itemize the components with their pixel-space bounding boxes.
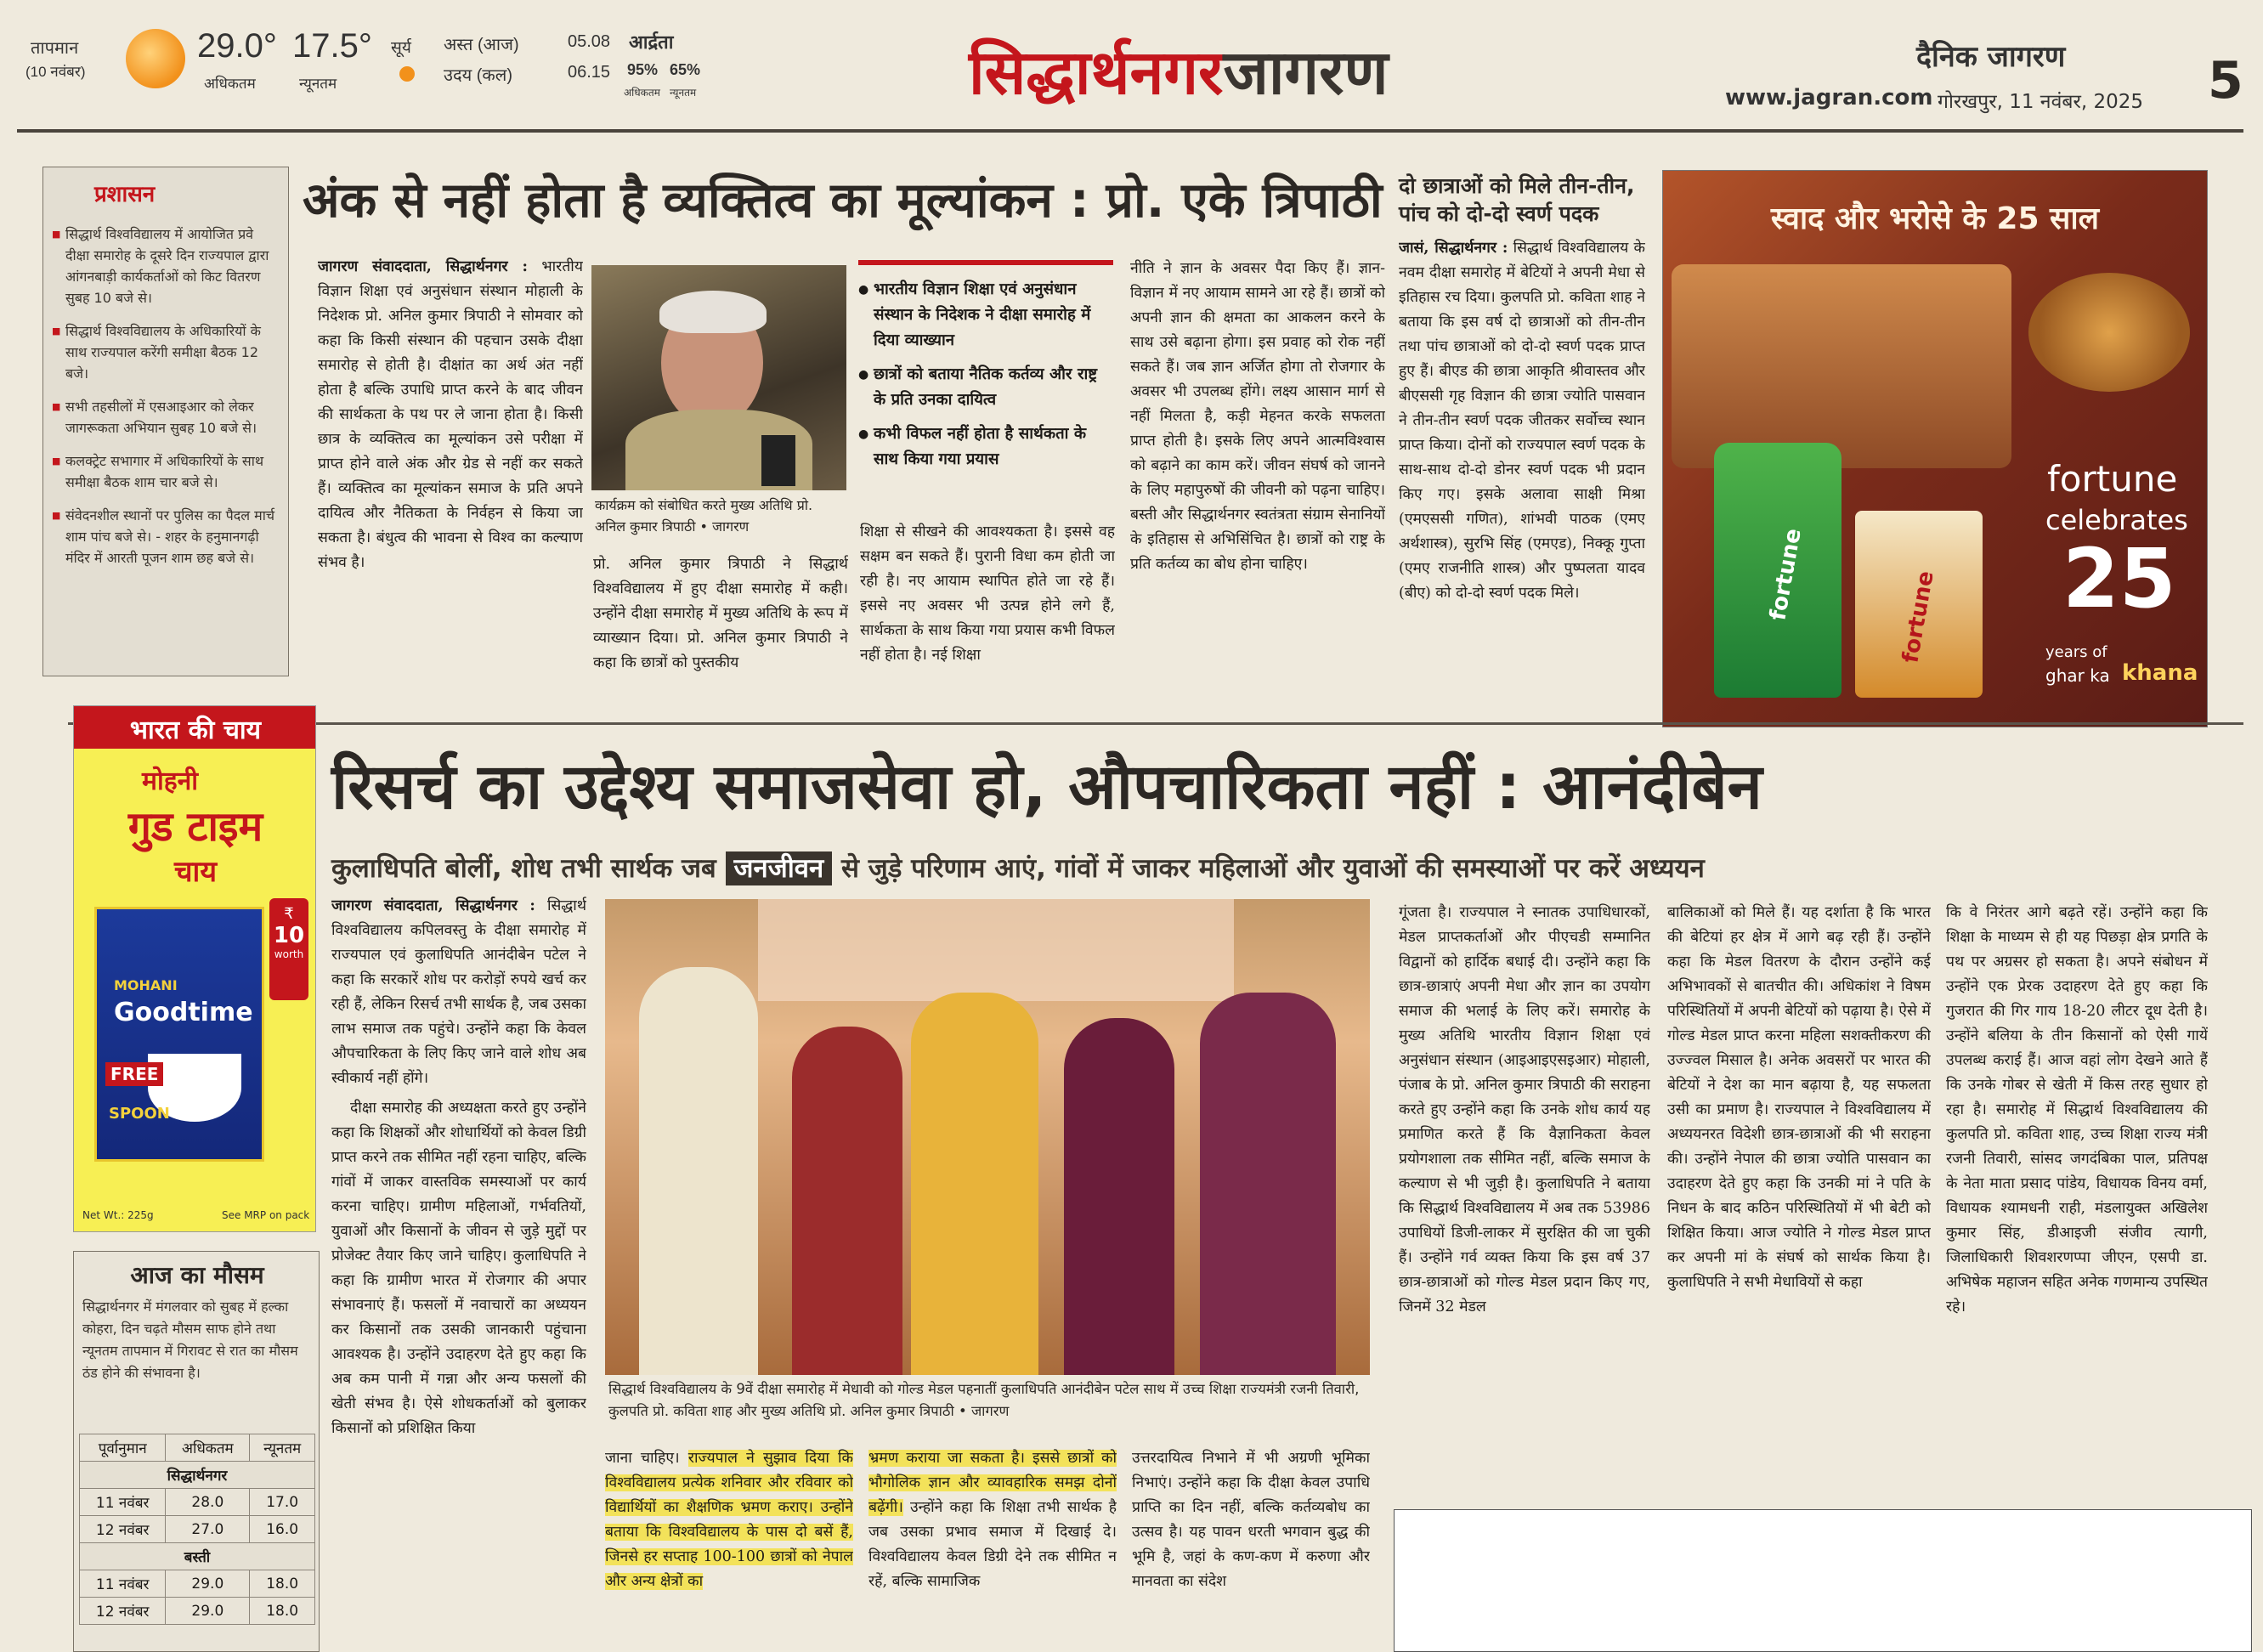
fortune-ad[interactable] <box>1662 170 2208 727</box>
tea-pack-icon <box>94 907 264 1162</box>
table-cell: 16.0 <box>250 1516 315 1543</box>
bullet-item: ● भारतीय विज्ञान शिक्षा एवं अनुसंधान संस्थान के निदेशक ने दीक्षा समारोह में दिया व्याख्यान <box>858 277 1113 354</box>
pack-brand: MOHANI <box>114 977 178 993</box>
table-cell: 17.0 <box>250 1489 315 1516</box>
price-value: 10 <box>273 923 305 948</box>
story3-col7 <box>1946 901 2208 1497</box>
max-temp: 29.0° <box>197 27 277 65</box>
story1-photo-caption: कार्यक्रम को संबोधित करते मुख्य अतिथि प्रो. अनिल कुमार त्रिपाठी • जागरण <box>595 497 813 535</box>
table-cell: 27.0 <box>166 1516 250 1543</box>
person-right <box>1200 993 1336 1375</box>
sunrise-dot-icon <box>399 66 415 82</box>
can-label: fortune <box>1765 526 1807 623</box>
masthead-rule <box>17 129 2243 133</box>
spoon-label: SPOON <box>109 1105 170 1123</box>
food-plate <box>2028 273 2190 392</box>
page-number: 5 <box>2208 51 2243 110</box>
dateline: गोरखपुर, 11 नवंबर, 2025 <box>1938 91 2144 113</box>
table-cell: 29.0 <box>166 1570 250 1598</box>
prashasan-box <box>42 167 289 676</box>
section-rule <box>68 722 2243 725</box>
list-item: ■ सभी तहसीलों में एसआइआर को लेकर जागरूकता अभियान सुबह 10 बजे से। <box>52 396 280 438</box>
temp-label: तापमान <box>31 39 79 58</box>
oil-can-icon <box>1714 443 1842 698</box>
weather-title: आज का मौसम <box>130 1261 264 1289</box>
table-row <box>80 1570 315 1598</box>
fortune-brand: fortune <box>2047 458 2178 500</box>
sunset-label: अस्त (आज) <box>444 36 519 54</box>
tea-name: गुड टाइम <box>127 803 263 851</box>
fortune-celebrates: celebrates <box>2045 504 2188 536</box>
weather-text: सिद्धार्थनगर में मंगलवार को सुबह में हल्का कोहरा, दिन चढ़ते मौसम साफ होने तथा न्यूनतम तापमान में गिरावट से रात का मौसम ठंड होने की संभावना है। <box>82 1298 298 1381</box>
dining-scene <box>1672 264 2011 468</box>
story1-col1 <box>318 255 583 714</box>
story2-headline: दो छात्राओं को मिले तीन-तीन, पांच को दो-दो स्वर्ण पदक <box>1399 173 1635 226</box>
story1-highlights <box>858 260 1113 506</box>
sunrise-time: 06.15 <box>568 63 611 82</box>
story3-col1-p2: दीक्षा समारोह की अध्यक्षता करते हुए उन्होंने कहा कि शिक्षकों और शोधार्थियों को केवल डिग्री प्राप्त करने तक सीमित नहीं रहना चाहिए, बल्कि गांवों में जाकर वास्तविक समस्याओं पर कार्य करना चाहिए। ग्रामीण महिलाओं, गर्भवतियों, युवाओं और किसानों के जीवन से जुड़े मुद्दों पर प्रोजेक्ट तैयार किए जाने चाहिए। कुलाधिपति ने कहा कि ग्रामीण भारत में रोजगार की अपार संभावनाएं हैं। फसलों में नवाचारों का अध्ययन कर किसानों तक उसकी जानकारी पहुंचाना आवश्यक है। उन्होंने उदाहरण देते हुए कहा कि अब कम पानी में गन्ना और अन्य फसलों की खेती संभव है। ऐसे शोधकर्ताओं को बुलाकर किसानों को प्रशिक्षित किया <box>331 1100 586 1437</box>
masthead <box>0 0 2263 136</box>
tea-ad[interactable] <box>73 705 316 1232</box>
story3-col6 <box>1667 901 1931 1497</box>
bullet-item: ● छात्रों को बताया नैतिक कर्तव्य और राष्ट्र के प्रति उनका दायित्व <box>858 362 1113 413</box>
story1-col2 <box>593 552 848 714</box>
story3-col1 <box>331 894 586 1652</box>
weather-box <box>73 1251 320 1652</box>
person-medalist <box>911 993 1038 1375</box>
microphone <box>761 435 795 486</box>
min-label: न्यूनतम <box>299 76 337 92</box>
tea-mrp: See MRP on pack <box>222 1209 310 1221</box>
story3-col7-text: कि वे निरंतर आगे बढ़ते रहें। उन्होंने कहा कि शिक्षा के माध्यम से ही यह पिछड़ा क्षेत्र प्रगति के पथ पर अग्रसर हो सकता है। अपने संबोधन में उन्होंने एक प्रेरक उदाहरण देते हुए कहा कि गुजरात की गिर गाय 18-20 लीटर दूध देती है। उन्होंने बलिया के तीन किसानों को ऐसी गायें उपलब्ध कराई हैं। आज वहां लोग देखने आते हैं कि उनके गोबर से खेती में किस तरह सुधार हो रहा है। समारोह में सिद्धार्थ विश्वविद्यालय की कुलपति प्रो. कविता शाह, उच्च शिक्षा राज्य मंत्री रजनी तिवारी, सांसद जगदंबिका पाल, प्रतिपक्ष के नेता माता प्रसाद पांडेय, विधायक विनय वर्मा, विधायक श्यामधनी राही, मंडलायुक्त अखिलेश कुमार सिंह, डीआइजी संजीव त्यागी, जिलाधिकारी शिवशरणप्पा जीएन, एसपी डा. अभिषेक महाजन सहित अनेक गणमान्य उपस्थित रहे। <box>1946 904 2208 1315</box>
story3-headline <box>331 746 2243 831</box>
fortune-sub3: khana <box>2122 660 2198 686</box>
table-cell: 29.0 <box>166 1598 250 1625</box>
story3-subhead <box>331 850 2243 885</box>
story3-col5 <box>1399 901 1650 1497</box>
table-cell: 18.0 <box>250 1570 315 1598</box>
subhead-box: जनजीवन <box>726 851 833 885</box>
humidity-max-label: अधिकतम <box>624 87 660 99</box>
oil-pack-icon <box>1855 511 1983 698</box>
free-label: FREE <box>105 1062 163 1086</box>
list-item: ■ कलक्ट्रेट सभागार में अधिकारियों के साथ समीक्षा बैठक शाम चार बजे से। <box>52 450 280 493</box>
tea-top-banner <box>74 706 316 749</box>
min-temp: 17.5° <box>292 27 372 65</box>
prashasan-title: प्रशासन <box>94 182 156 207</box>
masthead-title <box>969 34 1389 119</box>
fortune-sub2: ghar ka <box>2045 665 2110 686</box>
prashasan-list <box>52 223 280 580</box>
table-cell: 18.0 <box>250 1598 315 1625</box>
table-cell: 28.0 <box>166 1489 250 1516</box>
table-cell: 11 नवंबर <box>80 1489 166 1516</box>
story3-col3-b: उन्होंने कहा कि शिक्षा तभी सार्थक है जब उसका प्रभाव समाज में दिखाई दे। विश्वविद्यालय केवल डिग्री देने तक सीमित न रहें, बल्कि सामाजिक <box>868 1499 1117 1590</box>
humidity-min: 65% <box>670 61 701 78</box>
story3-col3 <box>868 1446 1117 1652</box>
weather-table <box>79 1434 315 1625</box>
headline-main: रिसर्च का उद्देश्य समाजसेवा हो, औपचारिकता नहीं <box>331 750 1474 823</box>
column-header: अधिकतम <box>166 1434 250 1462</box>
fortune-sub1: years of <box>2045 643 2107 661</box>
story2-byline: जासं, सिद्धार्थनगर : <box>1399 240 1508 257</box>
pack-name: Goodtime <box>114 998 253 1027</box>
city-name: बस्ती <box>80 1543 315 1570</box>
weather-strip <box>19 24 699 119</box>
story3-byline: जागरण संवाददाता, सिद्धार्थनगर : <box>331 897 535 914</box>
story2-body <box>1399 236 1645 714</box>
table-cell: 11 नवंबर <box>80 1570 166 1598</box>
subhead-b: से जुड़े परिणाम आएं, गांवों में जाकर महिलाओं और युवाओं की समस्याओं पर करें अध्ययन <box>841 853 1705 884</box>
sun-icon <box>126 29 185 88</box>
person-left <box>639 967 758 1375</box>
person-vc <box>1064 1018 1174 1375</box>
tea-chai: चाय <box>173 855 218 889</box>
city-name: सिद्धार्थनगर <box>80 1462 315 1489</box>
website-link[interactable]: www.jagran.com <box>1725 85 1933 110</box>
max-label: अधिकतम <box>204 76 256 92</box>
story3-col3-highlight: भ्रमण कराया जा सकता है। इससे छात्रों को भौगोलिक ज्ञान और व्यावहारिक समझ दोनों बढ़ेंगी। <box>868 1450 1117 1516</box>
tea-top-text: भारत की चाय <box>129 716 262 745</box>
tripathi-photo <box>591 265 846 490</box>
temp-date: (10 नवंबर) <box>25 64 86 80</box>
table-row <box>80 1516 315 1543</box>
sunset-time: 05.08 <box>568 32 611 51</box>
story3-photo-caption: सिद्धार्थ विश्वविद्यालय के 9वें दीक्षा समारोह में मेधावी को गोल्ड मेडल पहनातीं कुलाधिपति आनंदीबेन पटेल साथ में उच्च शिक्षा राज्यमंत्री रजनी तिवारी, कुलपति प्रो. कविता शाह और मुख्य अतिथि प्रो. अनिल कुमार त्रिपाठी • जागरण <box>608 1381 1360 1419</box>
story3-col4 <box>1132 1446 1370 1652</box>
sunrise-label: उदय (कल) <box>444 66 512 85</box>
bullet-item: ● कभी विफल नहीं होता है सार्थकता के साथ किया गया प्रयास <box>858 421 1113 472</box>
paper-name: दैनिक जागरण <box>1916 40 2066 74</box>
table-cell: 12 नवंबर <box>80 1598 166 1625</box>
story3-col1-p1: सिद्धार्थ विश्वविद्यालय कपिलवस्तु के दीक्षा समारोह में राज्यपाल एवं कुलाधिपति आनंदीबेन पटेल ने कहा कि सरकारें शोध पर करोड़ों रुपये खर्च कर रही हैं, लेकिन रिसर्च तभी सार्थक है, जब उसका लाभ समाज तक पहुंचे। उन्होंने कहा कि केवल औपचारिकता के लिए किए जाने वाले शोध अब स्वीकार्य नहीं होंगे। <box>331 897 586 1087</box>
column-header: न्यूनतम <box>250 1434 315 1462</box>
story1-col1-text: भारतीय विज्ञान शिक्षा एवं अनुसंधान संस्थान मोहाली के निदेशक प्रो. अनिल कुमार त्रिपाठी ने सोमवार को कहा कि किसी संस्थान की पहचान उसके दीक्षा समारोह से होती है। दीक्षांत का अर्थ अंत नहीं होता है बल्कि उपाधि प्राप्त करने के बाद जीवन की सार्थकता के पथ पर ले जाना होता है। किसी छात्र के व्यक्तित्व का मूल्यांकन उसे परीक्षा में प्राप्त होने वाले अंक और ग्रेड से नहीं कर सकते हैं। व्यक्तित्व का मूल्यांकन समाज के प्रति अपने दायित्व और नैतिकता के निर्वहन से किया जा सकता है। बंधुत्व की भावना से विश्व का कल्याण संभव है। <box>318 258 583 571</box>
tea-price-tag <box>269 898 308 1000</box>
blank-box <box>1394 1509 2252 1652</box>
headline-tail: : आनंदीबेन <box>1495 750 1762 823</box>
column-header: पूर्वानुमान <box>80 1434 166 1462</box>
humidity-min-label: न्यूनतम <box>670 87 697 99</box>
story1-col2-text: प्रो. अनिल कुमार त्रिपाठी ने सिद्धार्थ विश्वविद्यालय में हुए दीक्षा समारोह में कही। उन्होंने दीक्षा समारोह में मुख्य अतिथि के रूप में व्याख्यान दिया। प्रो. अनिल कुमार त्रिपाठी ने कहा कि छात्रों को पुस्तकीय <box>593 556 848 671</box>
story1-headline: अंक से नहीं होता है व्यक्तित्व का मूल्यांकन : प्रो. एके त्रिपाठी <box>303 173 1383 229</box>
bullet-list <box>858 265 1113 472</box>
price-symbol: ₹ <box>284 905 294 923</box>
sun-label: सूर्य <box>391 39 411 57</box>
story3-col5-text: गूंजता है। राज्यपाल ने स्नातक उपाधिधारकों, मेडल प्राप्तकर्ताओं और पीएचडी सम्मानित विद्वानों को हार्दिक बधाई दी। उन्होंने कहा कि छात्र-छात्राएं अपनी मेधा और ज्ञान का उपयोग समाज की भलाई के लिए करें। समारोह के मुख्य अतिथि भारतीय विज्ञान शिक्षा एवं अनुसंधान संस्थान (आइआइएसइआर) मोहाली, पंजाब के प्रो. अनिल कुमार त्रिपाठी की सराहना करते हुए उन्होंने कहा कि उनके शोध कार्य यह प्रमाणित करते हैं कि वैज्ञानिकता केवल प्रयोगशाला तक सीमित नहीं, बल्कि समाज के कल्याण से भी जुड़ी है। कुलाधिपति ने बताया कि सिद्धार्थ विश्वविद्यालय में अब तक 53986 उपाधियों डिजी-लाकर में सुरक्षित की जा चुकी हैं। उन्होंने गर्व व्यक्त किया कि इस वर्ष 37 छात्र-छात्राओं को गोल्ड मेडल प्रदान किए गए, जिनमें 32 मेडल <box>1399 904 1650 1315</box>
list-item: ■ संवेदनशील स्थानों पर पुलिस का पैदल मार्च शाम पांच बजे से। - शहर के हनुमानगढ़ी मंदिर में आरती पूजन शाम छह बजे से। <box>52 505 280 569</box>
story2-text: सिद्धार्थ विश्वविद्यालय के नवम दीक्षा समारोह में बेटियों ने अपनी मेधा से इतिहास रच दिया। कुलपति प्रो. कविता शाह ने बताया कि इस वर्ष दो छात्राओं को तीन-तीन तथा पांच छात्राओं को दो-दो स्वर्ण पदक प्राप्त हुए हैं। बीएड की छात्रा आकृति श्रीवास्तव और बीएससी गृह विज्ञान की छात्रा ज्योति पासवान ने तीन-तीन स्वर्ण पदक जीतकर सर्वोच्च स्थान प्राप्त किया। दोनों को राज्यपाल स्वर्ण पदक के साथ-साथ दो-दो डोनर स्वर्ण पदक भी प्रदान किए गए। इसके अलावा साक्षी मिश्रा (एमएससी गणित), शांभवी पाठक (एमए अर्थशास्त्र), सुरभि सिंह (एमएड), निक्कू गुप्ता (एमए राजनीति शास्त्र) और पुष्पलता यादव (बीए) को दो-दो स्वर्ण पदक मिले। <box>1399 240 1645 602</box>
story3-col4-text: उत्तरदायित्व निभाने में भी अग्रणी भूमिका निभाएं। उन्होंने कहा कि दीक्षा केवल उपाधि प्राप्ति का दिन नहीं, बल्कि कर्तव्यबोध का उत्सव है। यह पावन धरती भगवान बुद्ध की भूमि है, जहां के कण-कण में करुणा और मानवता का संदेश <box>1132 1450 1370 1590</box>
humidity-label: आर्द्रता <box>629 31 674 53</box>
story3-col2-a: जाना चाहिए। <box>605 1450 680 1467</box>
story3-col2-highlight: राज्यपाल ने सुझाव दिया कि विश्वविद्यालय प्रत्येक शनिवार और रविवार को विद्यार्थियों का शैक्षणिक भ्रमण कराए। उन्होंने बताया कि विश्वविद्यालय के पास दो बसें हैं, जिनसे हर सप्ताह 100-100 छात्रों को नेपाल और अन्य क्षेत्रों का <box>605 1450 853 1590</box>
list-item: ■ सिद्धार्थ विश्वविद्यालय के अधिकारियों के साथ राज्यपाल करेंगी समीक्षा बैठक 12 बजे। <box>52 320 280 384</box>
subhead-a: कुलाधिपति बोलीं, शोध तभी सार्थक जब <box>331 853 716 884</box>
title-red: सिद्धार्थनगर <box>969 37 1224 108</box>
convocation-photo <box>605 899 1370 1375</box>
ad-tagline: स्वाद और भरोसे के 25 साल <box>1770 201 2100 236</box>
story3-col2 <box>605 1446 853 1652</box>
fortune-years-number: 25 <box>2062 531 2176 626</box>
table-cell: 12 नवंबर <box>80 1516 166 1543</box>
story3-col6-text: बालिकाओं को मिले हैं। यह दर्शाता है कि भारत की बेटियां हर क्षेत्र में आगे बढ़ रही हैं। उन्होंने कहा कि मेडल वितरण के दौरान उन्होंने कई अभिभावकों से बातचीत की। अधिकांश ने विषम परिस्थितियों में अपनी बेटियों को पढ़ाया है। ऐसे में गोल्ड मेडल प्राप्त करना महिला सशक्तीकरण की उज्ज्वल मिसाल है। अनेक अवसरों पर भारत की बेटियों ने देश का मान बढ़ाया है, यह सफलता उसी का प्रमाण है। राज्यपाल ने विश्वविद्यालय में अध्ययनरत विदेशी छात्र-छात्राओं की भी सराहना की। उन्होंने नेपाल की छात्रा ज्योति पासवान का उदाहरण देते हुए कहा कि उनकी मां ने पति के निधन के बाद कठिन परिस्थितियों में भी बेटी को शिक्षित किया। आज ज्योति ने गोल्ड मेडल प्राप्त कर अपनी मां के संघर्ष को सार्थक किया है। कुलाधिपति ने सभी मेधावियों से कहा <box>1667 904 1931 1291</box>
table-row <box>80 1598 315 1625</box>
pack-label: fortune <box>1898 569 1939 665</box>
speaker-hair <box>659 291 767 333</box>
stage-banner <box>758 899 1234 1001</box>
person-governor <box>792 1027 902 1375</box>
story1-col3 <box>860 520 1115 714</box>
tea-net-wt: Net Wt.: 225g <box>82 1209 154 1221</box>
story1-byline: जागरण संवाददाता, सिद्धार्थनगर : <box>318 258 528 275</box>
weather-table-wrap <box>79 1434 315 1625</box>
table-row <box>80 1489 315 1516</box>
tea-brand: मोहनी <box>142 767 199 796</box>
price-word: worth <box>274 948 304 960</box>
story1-col3-text: शिक्षा से सीखने की आवश्यकता है। इससे वह सक्षम बन सकते हैं। पुरानी विधा कम होती जा रही है। नए आयाम स्थापित होते जा रहे हैं। इससे नए अवसर भी उत्पन्न होने लगे हैं, सार्थकता के साथ किया गया प्रयास कभी विफल नहीं होता है। नई शिक्षा <box>860 523 1115 664</box>
list-item: ■ सिद्धार्थ विश्वविद्यालय में आयोजित प्रवे दीक्षा समारोह के दूसरे दिन राज्यपाल द्वारा आंगनबाड़ी कार्यकर्ताओं को किट वितरण सुबह 10 बजे से। <box>52 223 280 308</box>
title-black: जागरण <box>1223 37 1389 108</box>
story1-col4 <box>1130 257 1385 714</box>
story1-col4-text: नीति ने ज्ञान के अवसर पैदा किए हैं। ज्ञान-विज्ञान में नए आयाम सामने आ रहे हैं। छात्रों को अपनी ज्ञान की क्षमता का आकलन करने के साथ उसे बढ़ाना होगा। इस प्रवाह को रोक नहीं सकते हैं। जब ज्ञान अर्जित होगा तो रोजगार के अवसर भी उपलब्ध होंगे। लक्ष्य आसान मार्ग से नहीं मिलता है, कड़ी मेहनत करके सफलता प्राप्त होती है। इसके लिए अपने आत्मविश्वास को बढ़ाने का काम करें। जीवन संघर्ष को जानने के लिए महापुरुषों की जीवनी को पढ़ना चाहिए। बस्ती और सिद्धार्थनगर स्वतंत्रता संग्राम सेनानियों के इतिहास से अभिसिंचित है। छात्रों को राष्ट्र के प्रति कर्तव्य का बोध होना चाहिए। <box>1130 260 1385 573</box>
humidity-max: 95% <box>627 61 659 78</box>
